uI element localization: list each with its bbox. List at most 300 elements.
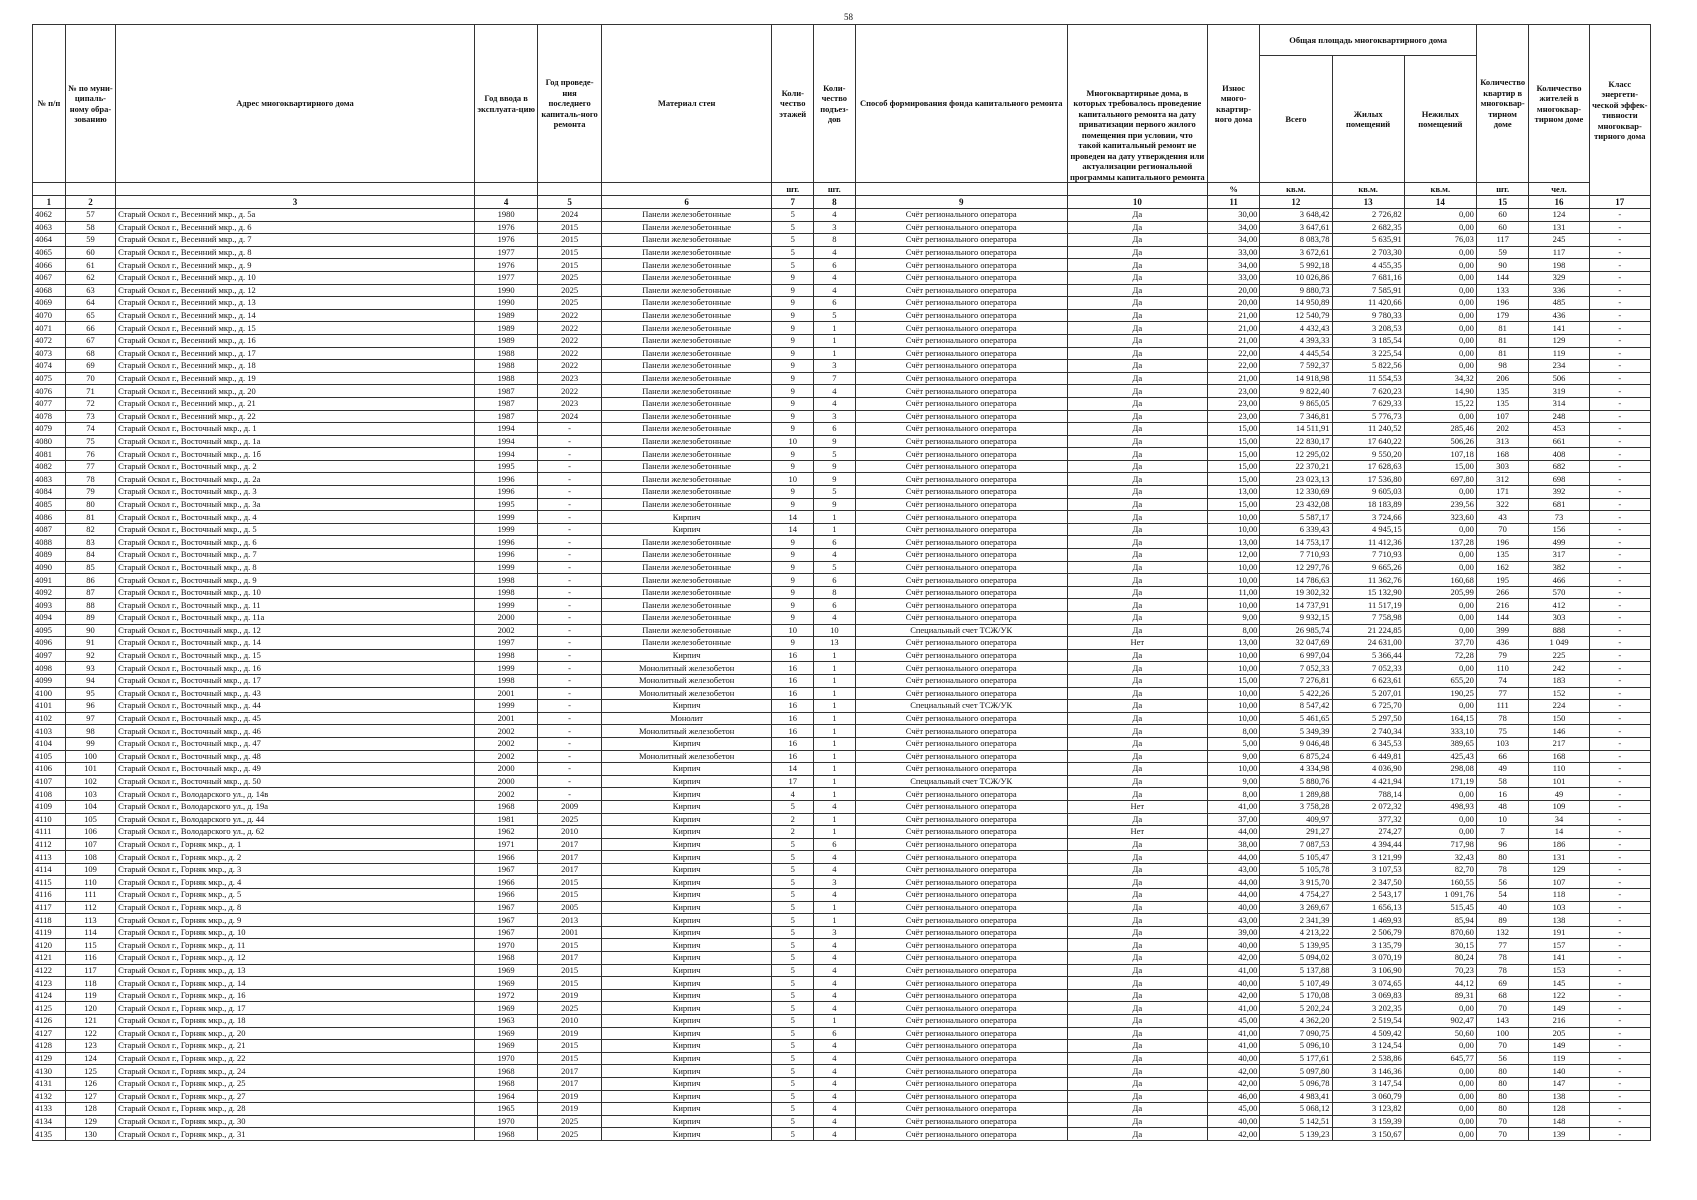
cell-n-mun: 85 bbox=[65, 561, 115, 574]
cell-energy: - bbox=[1589, 347, 1650, 360]
cell-entrances: 4 bbox=[814, 1065, 856, 1078]
cell-fund: Счёт регионального оператора bbox=[855, 1077, 1067, 1090]
cell-n-pp: 4099 bbox=[33, 674, 66, 687]
cell-year-repair: 2024 bbox=[538, 209, 601, 222]
cell-address: Старый Оскол г., Восточный мкр., д. 45 bbox=[116, 712, 475, 725]
table-row bbox=[33, 863, 1651, 876]
cell-entrances: 10 bbox=[814, 624, 856, 637]
cell-required: Да bbox=[1067, 863, 1207, 876]
cell-energy: - bbox=[1589, 1115, 1650, 1128]
cell-required: Да bbox=[1067, 989, 1207, 1002]
column-number: 17 bbox=[1589, 196, 1650, 209]
cell-apartments: 43 bbox=[1476, 511, 1529, 524]
table-row bbox=[33, 674, 1651, 687]
cell-area-living: 6 345,53 bbox=[1332, 737, 1404, 750]
table-row bbox=[33, 662, 1651, 675]
cell-area-nonliving: 137,28 bbox=[1404, 536, 1476, 549]
cell-n-pp: 4104 bbox=[33, 737, 66, 750]
cell-energy: - bbox=[1589, 901, 1650, 914]
cell-wear: 10,00 bbox=[1207, 574, 1260, 587]
cell-required: Да bbox=[1067, 586, 1207, 599]
cell-entrances: 5 bbox=[814, 486, 856, 499]
cell-area-living: 15 132,90 bbox=[1332, 586, 1404, 599]
cell-n-pp: 4133 bbox=[33, 1103, 66, 1116]
cell-entrances: 6 bbox=[814, 297, 856, 310]
cell-address: Старый Оскол г., Горняк мкр., д. 14 bbox=[116, 977, 475, 990]
cell-floors: 5 bbox=[772, 952, 814, 965]
cell-year-built: 2000 bbox=[474, 612, 537, 625]
cell-material: Панели железобетонные bbox=[601, 334, 772, 347]
table-row bbox=[33, 700, 1651, 713]
cell-fund: Счёт регионального оператора bbox=[855, 889, 1067, 902]
cell-entrances: 3 bbox=[814, 926, 856, 939]
cell-residents: 131 bbox=[1529, 851, 1589, 864]
cell-residents: 314 bbox=[1529, 397, 1589, 410]
cell-entrances: 6 bbox=[814, 599, 856, 612]
cell-n-mun: 103 bbox=[65, 788, 115, 801]
header-year-built: Год ввода в эксплуата-цию bbox=[474, 25, 537, 183]
cell-material: Кирпич bbox=[601, 1027, 772, 1040]
header-area-group: Общая площадь многоквартирного дома bbox=[1260, 25, 1477, 56]
cell-area-total: 4 983,41 bbox=[1260, 1090, 1332, 1103]
cell-area-nonliving: 298,08 bbox=[1404, 763, 1476, 776]
cell-energy: - bbox=[1589, 750, 1650, 763]
cell-residents: 131 bbox=[1529, 221, 1589, 234]
cell-area-nonliving: 44,12 bbox=[1404, 977, 1476, 990]
cell-year-built: 2000 bbox=[474, 775, 537, 788]
cell-residents: 888 bbox=[1529, 624, 1589, 637]
cell-area-total: 5 139,95 bbox=[1260, 939, 1332, 952]
cell-required: Да bbox=[1067, 385, 1207, 398]
cell-wear: 23,00 bbox=[1207, 385, 1260, 398]
cell-energy: - bbox=[1589, 322, 1650, 335]
cell-required: Да bbox=[1067, 851, 1207, 864]
cell-apartments: 70 bbox=[1476, 1002, 1529, 1015]
cell-apartments: 70 bbox=[1476, 1040, 1529, 1053]
cell-area-nonliving: 0,00 bbox=[1404, 826, 1476, 839]
cell-area-total: 5 992,18 bbox=[1260, 259, 1332, 272]
cell-n-mun: 75 bbox=[65, 435, 115, 448]
cell-area-living: 11 517,19 bbox=[1332, 599, 1404, 612]
cell-year-repair: 2022 bbox=[538, 385, 601, 398]
cell-area-total: 8 547,42 bbox=[1260, 700, 1332, 713]
cell-n-pp: 4107 bbox=[33, 775, 66, 788]
cell-area-nonliving: 323,60 bbox=[1404, 511, 1476, 524]
cell-year-built: 1999 bbox=[474, 662, 537, 675]
cell-wear: 15,00 bbox=[1207, 674, 1260, 687]
cell-fund: Счёт регионального оператора bbox=[855, 926, 1067, 939]
cell-material: Кирпич bbox=[601, 700, 772, 713]
table-header bbox=[33, 25, 1651, 209]
header-area-nonliving: Нежилых помещений bbox=[1404, 56, 1476, 183]
cell-fund: Счёт регионального оператора bbox=[855, 284, 1067, 297]
cell-material: Кирпич bbox=[601, 952, 772, 965]
table-row bbox=[33, 309, 1651, 322]
cell-residents: 681 bbox=[1529, 498, 1589, 511]
cell-fund: Счёт регионального оператора bbox=[855, 271, 1067, 284]
cell-n-mun: 91 bbox=[65, 637, 115, 650]
cell-n-mun: 61 bbox=[65, 259, 115, 272]
cell-apartments: 399 bbox=[1476, 624, 1529, 637]
cell-entrances: 1 bbox=[814, 347, 856, 360]
cell-wear: 43,00 bbox=[1207, 863, 1260, 876]
cell-address: Старый Оскол г., Восточный мкр., д. 44 bbox=[116, 700, 475, 713]
header-area-total: Всего bbox=[1260, 56, 1332, 183]
cell-year-built: 1976 bbox=[474, 234, 537, 247]
cell-material: Кирпич bbox=[601, 901, 772, 914]
cell-area-total: 10 026,86 bbox=[1260, 271, 1332, 284]
table-row bbox=[33, 1027, 1651, 1040]
table-row bbox=[33, 889, 1651, 902]
cell-material: Монолитный железобетон bbox=[601, 674, 772, 687]
table-row bbox=[33, 523, 1651, 536]
cell-address: Старый Оскол г., Горняк мкр., д. 20 bbox=[116, 1027, 475, 1040]
cell-area-nonliving: 0,00 bbox=[1404, 1115, 1476, 1128]
cell-address: Старый Оскол г., Горняк мкр., д. 27 bbox=[116, 1090, 475, 1103]
cell-floors: 5 bbox=[772, 1103, 814, 1116]
cell-floors: 9 bbox=[772, 360, 814, 373]
cell-year-built: 1972 bbox=[474, 989, 537, 1002]
cell-floors: 16 bbox=[772, 649, 814, 662]
cell-entrances: 1 bbox=[814, 737, 856, 750]
cell-fund: Счёт регионального оператора bbox=[855, 1090, 1067, 1103]
cell-apartments: 80 bbox=[1476, 1077, 1529, 1090]
cell-year-repair: 2025 bbox=[538, 1115, 601, 1128]
cell-n-mun: 130 bbox=[65, 1128, 115, 1141]
cell-area-nonliving: 697,80 bbox=[1404, 473, 1476, 486]
cell-year-repair: 2023 bbox=[538, 397, 601, 410]
cell-entrances: 1 bbox=[814, 523, 856, 536]
cell-fund: Счёт регионального оператора bbox=[855, 599, 1067, 612]
cell-floors: 5 bbox=[772, 901, 814, 914]
cell-area-nonliving: 50,60 bbox=[1404, 1027, 1476, 1040]
cell-n-pp: 4124 bbox=[33, 989, 66, 1002]
cell-fund: Счёт регионального оператора bbox=[855, 939, 1067, 952]
cell-n-mun: 67 bbox=[65, 334, 115, 347]
unit-empty bbox=[1067, 183, 1207, 196]
cell-material: Панели железобетонные bbox=[601, 209, 772, 222]
cell-required: Да bbox=[1067, 939, 1207, 952]
cell-area-nonliving: 0,00 bbox=[1404, 322, 1476, 335]
cell-material: Панели железобетонные bbox=[601, 385, 772, 398]
cell-material: Панели железобетонные bbox=[601, 360, 772, 373]
cell-material: Кирпич bbox=[601, 964, 772, 977]
cell-floors: 16 bbox=[772, 687, 814, 700]
cell-n-pp: 4087 bbox=[33, 523, 66, 536]
cell-n-mun: 81 bbox=[65, 511, 115, 524]
cell-area-living: 6 623,61 bbox=[1332, 674, 1404, 687]
cell-n-pp: 4093 bbox=[33, 599, 66, 612]
cell-residents: 150 bbox=[1529, 712, 1589, 725]
cell-year-repair: 2025 bbox=[538, 1002, 601, 1015]
cell-apartments: 60 bbox=[1476, 209, 1529, 222]
cell-material: Кирпич bbox=[601, 1103, 772, 1116]
cell-n-pp: 4116 bbox=[33, 889, 66, 902]
cell-required: Нет bbox=[1067, 800, 1207, 813]
cell-area-total: 14 737,91 bbox=[1260, 599, 1332, 612]
cell-entrances: 7 bbox=[814, 372, 856, 385]
cell-required: Да bbox=[1067, 901, 1207, 914]
cell-required: Да bbox=[1067, 1077, 1207, 1090]
cell-apartments: 70 bbox=[1476, 1115, 1529, 1128]
cell-energy: - bbox=[1589, 914, 1650, 927]
cell-material: Панели железобетонные bbox=[601, 473, 772, 486]
cell-entrances: 5 bbox=[814, 448, 856, 461]
cell-fund: Счёт регионального оператора bbox=[855, 725, 1067, 738]
cell-area-total: 4 334,98 bbox=[1260, 763, 1332, 776]
cell-wear: 13,00 bbox=[1207, 637, 1260, 650]
cell-entrances: 4 bbox=[814, 800, 856, 813]
cell-wear: 8,00 bbox=[1207, 725, 1260, 738]
cell-residents: 157 bbox=[1529, 939, 1589, 952]
cell-wear: 42,00 bbox=[1207, 989, 1260, 1002]
cell-area-living: 3 123,82 bbox=[1332, 1103, 1404, 1116]
cell-area-living: 2 543,17 bbox=[1332, 889, 1404, 902]
cell-year-repair: - bbox=[538, 624, 601, 637]
cell-area-total: 5 142,51 bbox=[1260, 1115, 1332, 1128]
cell-energy: - bbox=[1589, 788, 1650, 801]
cell-n-pp: 4127 bbox=[33, 1027, 66, 1040]
cell-fund: Счёт регионального оператора bbox=[855, 712, 1067, 725]
table-row bbox=[33, 297, 1651, 310]
cell-energy: - bbox=[1589, 952, 1650, 965]
cell-area-nonliving: 205,99 bbox=[1404, 586, 1476, 599]
cell-area-total: 26 985,74 bbox=[1260, 624, 1332, 637]
cell-wear: 38,00 bbox=[1207, 838, 1260, 851]
cell-year-built: 1999 bbox=[474, 523, 537, 536]
cell-energy: - bbox=[1589, 939, 1650, 952]
cell-area-living: 3 121,99 bbox=[1332, 851, 1404, 864]
cell-area-total: 7 090,75 bbox=[1260, 1027, 1332, 1040]
cell-area-nonliving: 0,00 bbox=[1404, 221, 1476, 234]
cell-year-repair: - bbox=[538, 574, 601, 587]
cell-wear: 37,00 bbox=[1207, 813, 1260, 826]
cell-fund: Счёт регионального оператора bbox=[855, 1115, 1067, 1128]
cell-wear: 5,00 bbox=[1207, 737, 1260, 750]
cell-energy: - bbox=[1589, 209, 1650, 222]
cell-area-living: 7 620,23 bbox=[1332, 385, 1404, 398]
cell-year-repair: - bbox=[538, 775, 601, 788]
cell-n-mun: 123 bbox=[65, 1040, 115, 1053]
table-row bbox=[33, 826, 1651, 839]
cell-material: Кирпич bbox=[601, 914, 772, 927]
cell-area-nonliving: 285,46 bbox=[1404, 423, 1476, 436]
table-row bbox=[33, 800, 1651, 813]
cell-area-total: 12 297,76 bbox=[1260, 561, 1332, 574]
cell-residents: 168 bbox=[1529, 750, 1589, 763]
cell-required: Да bbox=[1067, 234, 1207, 247]
cell-entrances: 4 bbox=[814, 1077, 856, 1090]
cell-address: Старый Оскол г., Горняк мкр., д. 4 bbox=[116, 876, 475, 889]
cell-fund: Счёт регионального оператора bbox=[855, 259, 1067, 272]
cell-year-built: 1969 bbox=[474, 977, 537, 990]
cell-n-mun: 119 bbox=[65, 989, 115, 1002]
cell-energy: - bbox=[1589, 775, 1650, 788]
cell-residents: 109 bbox=[1529, 800, 1589, 813]
cell-address: Старый Оскол г., Горняк мкр., д. 3 bbox=[116, 863, 475, 876]
cell-n-mun: 86 bbox=[65, 574, 115, 587]
cell-area-living: 11 412,36 bbox=[1332, 536, 1404, 549]
cell-n-mun: 89 bbox=[65, 612, 115, 625]
cell-area-nonliving: 0,00 bbox=[1404, 209, 1476, 222]
cell-n-pp: 4100 bbox=[33, 687, 66, 700]
cell-address: Старый Оскол г., Восточный мкр., д. 47 bbox=[116, 737, 475, 750]
cell-apartments: 103 bbox=[1476, 737, 1529, 750]
cell-address: Старый Оскол г., Весенний мкр., д. 13 bbox=[116, 297, 475, 310]
cell-area-living: 2 519,54 bbox=[1332, 1015, 1404, 1028]
cell-address: Старый Оскол г., Восточный мкр., д. 2а bbox=[116, 473, 475, 486]
cell-energy: - bbox=[1589, 800, 1650, 813]
cell-wear: 21,00 bbox=[1207, 309, 1260, 322]
cell-n-pp: 4117 bbox=[33, 901, 66, 914]
cell-year-repair: - bbox=[538, 788, 601, 801]
cell-wear: 20,00 bbox=[1207, 284, 1260, 297]
cell-n-mun: 71 bbox=[65, 385, 115, 398]
cell-n-pp: 4097 bbox=[33, 649, 66, 662]
table-row bbox=[33, 246, 1651, 259]
cell-fund: Счёт регионального оператора bbox=[855, 297, 1067, 310]
cell-year-repair: - bbox=[538, 511, 601, 524]
cell-entrances: 4 bbox=[814, 1040, 856, 1053]
cell-wear: 8,00 bbox=[1207, 788, 1260, 801]
cell-entrances: 4 bbox=[814, 209, 856, 222]
cell-n-mun: 102 bbox=[65, 775, 115, 788]
cell-year-repair: 2015 bbox=[538, 889, 601, 902]
cell-required: Да bbox=[1067, 473, 1207, 486]
cell-wear: 42,00 bbox=[1207, 1128, 1260, 1141]
cell-area-nonliving: 0,00 bbox=[1404, 523, 1476, 536]
cell-material: Панели железобетонные bbox=[601, 498, 772, 511]
cell-year-repair: 2010 bbox=[538, 1015, 601, 1028]
cell-fund: Счёт регионального оператора bbox=[855, 511, 1067, 524]
cell-material: Панели железобетонные bbox=[601, 297, 772, 310]
cell-year-built: 1967 bbox=[474, 914, 537, 927]
cell-area-total: 4 432,43 bbox=[1260, 322, 1332, 335]
cell-wear: 23,00 bbox=[1207, 410, 1260, 423]
cell-year-built: 1966 bbox=[474, 876, 537, 889]
cell-energy: - bbox=[1589, 1090, 1650, 1103]
cell-area-nonliving: 0,00 bbox=[1404, 612, 1476, 625]
cell-n-mun: 112 bbox=[65, 901, 115, 914]
cell-wear: 22,00 bbox=[1207, 347, 1260, 360]
cell-apartments: 49 bbox=[1476, 763, 1529, 776]
cell-area-total: 4 362,20 bbox=[1260, 1015, 1332, 1028]
cell-energy: - bbox=[1589, 813, 1650, 826]
cell-n-pp: 4092 bbox=[33, 586, 66, 599]
page-number: 58 bbox=[844, 12, 853, 22]
cell-year-built: 1964 bbox=[474, 1090, 537, 1103]
cell-area-total: 12 295,02 bbox=[1260, 448, 1332, 461]
cell-wear: 40,00 bbox=[1207, 977, 1260, 990]
cell-floors: 5 bbox=[772, 1052, 814, 1065]
cell-address: Старый Оскол г., Восточный мкр., д. 6 bbox=[116, 536, 475, 549]
cell-area-total: 14 918,98 bbox=[1260, 372, 1332, 385]
cell-apartments: 110 bbox=[1476, 662, 1529, 675]
cell-address: Старый Оскол г., Володарского ул., д. 19а bbox=[116, 800, 475, 813]
cell-year-repair: 2019 bbox=[538, 989, 601, 1002]
cell-material: Панели железобетонные bbox=[601, 322, 772, 335]
cell-address: Старый Оскол г., Весенний мкр., д. 19 bbox=[116, 372, 475, 385]
cell-entrances: 1 bbox=[814, 725, 856, 738]
table-row bbox=[33, 637, 1651, 650]
cell-address: Старый Оскол г., Весенний мкр., д. 18 bbox=[116, 360, 475, 373]
cell-floors: 5 bbox=[772, 989, 814, 1002]
cell-required: Да bbox=[1067, 574, 1207, 587]
cell-area-total: 7 346,81 bbox=[1260, 410, 1332, 423]
cell-year-built: 1996 bbox=[474, 486, 537, 499]
cell-floors: 5 bbox=[772, 1002, 814, 1015]
cell-apartments: 89 bbox=[1476, 914, 1529, 927]
cell-fund: Счёт регионального оператора bbox=[855, 977, 1067, 990]
cell-n-mun: 65 bbox=[65, 309, 115, 322]
cell-n-mun: 118 bbox=[65, 977, 115, 990]
cell-wear: 41,00 bbox=[1207, 964, 1260, 977]
table-row bbox=[33, 1077, 1651, 1090]
cell-wear: 44,00 bbox=[1207, 876, 1260, 889]
cell-entrances: 4 bbox=[814, 1115, 856, 1128]
cell-required: Да bbox=[1067, 259, 1207, 272]
cell-material: Кирпич bbox=[601, 1015, 772, 1028]
cell-apartments: 74 bbox=[1476, 674, 1529, 687]
cell-area-living: 4 509,42 bbox=[1332, 1027, 1404, 1040]
cell-required: Да bbox=[1067, 423, 1207, 436]
cell-fund: Счёт регионального оператора bbox=[855, 549, 1067, 562]
cell-apartments: 195 bbox=[1476, 574, 1529, 587]
cell-apartments: 132 bbox=[1476, 926, 1529, 939]
cell-n-pp: 4115 bbox=[33, 876, 66, 889]
cell-material: Панели железобетонные bbox=[601, 397, 772, 410]
cell-n-pp: 4105 bbox=[33, 750, 66, 763]
cell-wear: 8,00 bbox=[1207, 624, 1260, 637]
cell-n-pp: 4091 bbox=[33, 574, 66, 587]
cell-energy: - bbox=[1589, 649, 1650, 662]
cell-area-living: 3 724,66 bbox=[1332, 511, 1404, 524]
cell-n-pp: 4132 bbox=[33, 1090, 66, 1103]
cell-year-repair: 2013 bbox=[538, 914, 601, 927]
cell-n-mun: 99 bbox=[65, 737, 115, 750]
cell-n-mun: 125 bbox=[65, 1065, 115, 1078]
cell-entrances: 4 bbox=[814, 284, 856, 297]
cell-area-total: 7 592,37 bbox=[1260, 360, 1332, 373]
cell-n-mun: 57 bbox=[65, 209, 115, 222]
table-row bbox=[33, 334, 1651, 347]
cell-fund: Счёт регионального оператора bbox=[855, 561, 1067, 574]
cell-floors: 9 bbox=[772, 297, 814, 310]
table-row bbox=[33, 989, 1651, 1002]
cell-floors: 16 bbox=[772, 674, 814, 687]
cell-year-built: 1989 bbox=[474, 334, 537, 347]
cell-energy: - bbox=[1589, 624, 1650, 637]
cell-energy: - bbox=[1589, 523, 1650, 536]
cell-area-living: 6 449,81 bbox=[1332, 750, 1404, 763]
cell-year-built: 1967 bbox=[474, 863, 537, 876]
cell-area-total: 291,27 bbox=[1260, 826, 1332, 839]
cell-floors: 5 bbox=[772, 1040, 814, 1053]
cell-wear: 41,00 bbox=[1207, 1040, 1260, 1053]
cell-residents: 570 bbox=[1529, 586, 1589, 599]
cell-required: Да bbox=[1067, 1103, 1207, 1116]
cell-floors: 5 bbox=[772, 1015, 814, 1028]
cell-wear: 42,00 bbox=[1207, 952, 1260, 965]
cell-material: Панели железобетонные bbox=[601, 259, 772, 272]
cell-apartments: 196 bbox=[1476, 297, 1529, 310]
cell-year-repair: - bbox=[538, 586, 601, 599]
header-floors: Коли-чество этажей bbox=[772, 25, 814, 183]
cell-area-nonliving: 82,70 bbox=[1404, 863, 1476, 876]
cell-n-pp: 4070 bbox=[33, 309, 66, 322]
cell-area-nonliving: 160,68 bbox=[1404, 574, 1476, 587]
cell-residents: 382 bbox=[1529, 561, 1589, 574]
